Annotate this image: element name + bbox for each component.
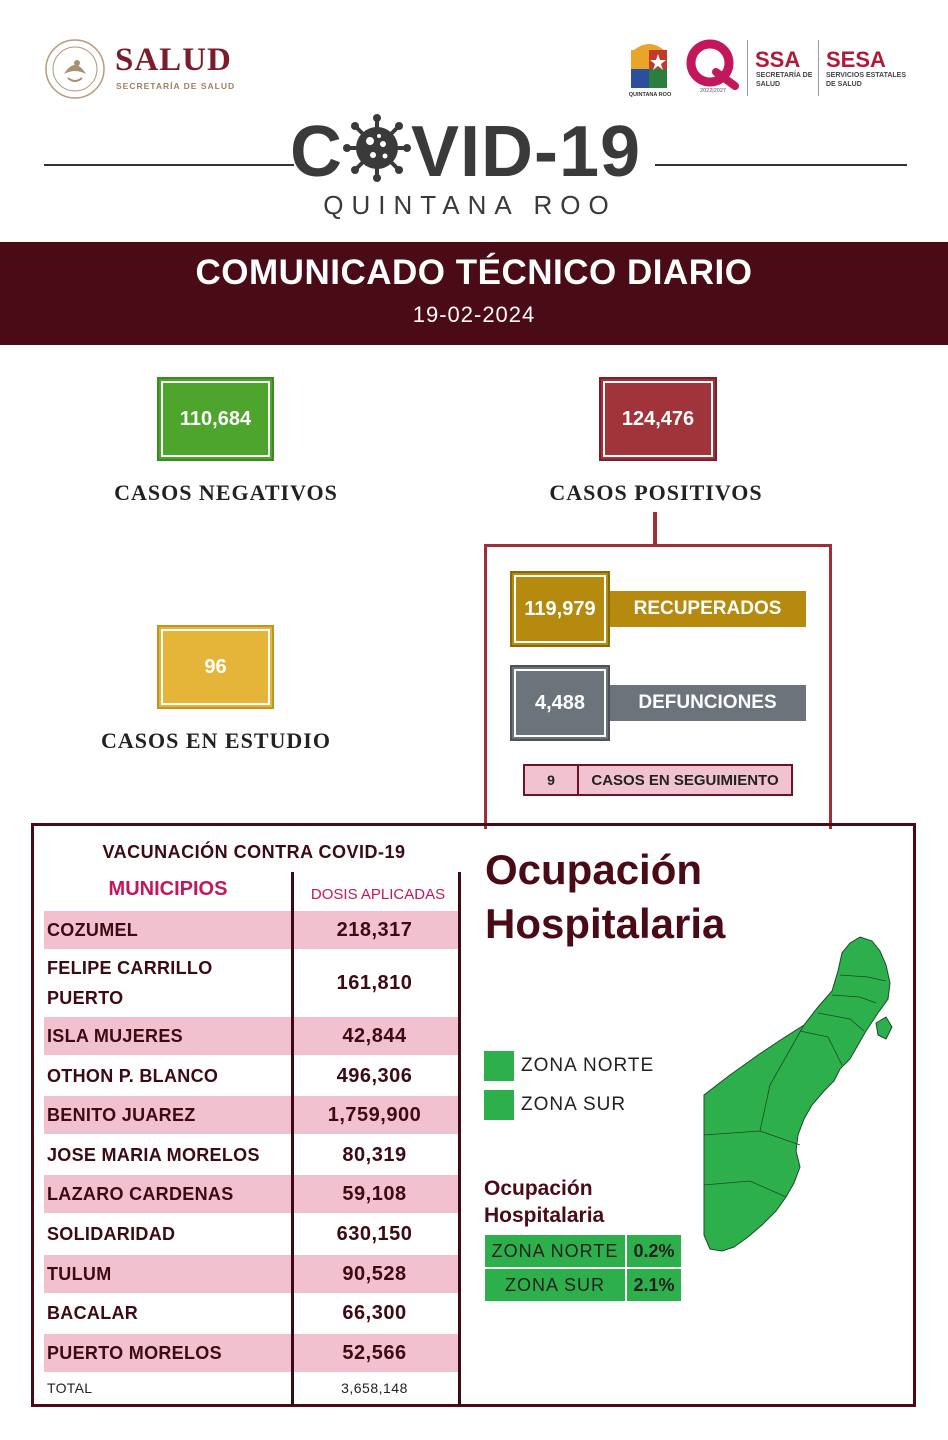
legend-swatch-north xyxy=(484,1051,514,1081)
doses-value: 80,319 xyxy=(342,1143,407,1166)
occupancy-row-north xyxy=(484,1234,682,1268)
report-date: 19-02-2024 xyxy=(412,302,536,327)
municipality-name: BENITO JUAREZ xyxy=(47,1105,196,1125)
doses-value: 1,759,900 xyxy=(327,1103,422,1126)
table-row xyxy=(44,1175,458,1213)
occupancy-percent: 2.1% xyxy=(626,1268,682,1302)
legend-label-north: ZONA NORTE xyxy=(521,1055,655,1076)
covid-title xyxy=(290,112,650,192)
title-rule-left xyxy=(44,164,294,166)
total-label: TOTAL xyxy=(47,1380,93,1396)
hospital-occupancy-title xyxy=(485,843,725,951)
table-row xyxy=(44,1136,458,1174)
doses-header: DOSIS APLICADAS xyxy=(310,886,446,903)
virus-icon xyxy=(343,114,411,182)
municipality-name: TULUM xyxy=(47,1264,112,1284)
q-logo-caption: 2022|2027 xyxy=(700,88,726,94)
municipality-name: COZUMEL xyxy=(47,920,139,940)
doses-value: 59,108 xyxy=(342,1182,407,1205)
table-row xyxy=(44,1096,458,1134)
negative-cases-box: 110,684 xyxy=(157,377,274,461)
occupancy-percent: 0.2% xyxy=(626,1234,682,1268)
total-row xyxy=(44,1374,458,1402)
deaths-label: DEFUNCIONES xyxy=(638,692,777,713)
positive-cases-label: CASOS POSITIVOS xyxy=(549,480,763,505)
table-row xyxy=(44,1057,458,1095)
total-value: 3,658,148 xyxy=(341,1380,408,1396)
region-subtitle: QUINTANA ROO xyxy=(323,190,617,220)
table-row xyxy=(44,1255,458,1293)
recovered-value-box: 119,979 xyxy=(510,571,610,647)
occupancy-row-south xyxy=(484,1268,682,1302)
table-row xyxy=(44,911,458,949)
follow-up-cases-box xyxy=(523,764,793,796)
ssa-logo-subtitle: SECRETARÍA DE SALUD xyxy=(756,72,813,88)
salud-logo-subtitle: SECRETARÍA DE SALUD xyxy=(116,81,236,91)
quintana-roo-shield-icon xyxy=(626,36,672,98)
positive-cases-box: 124,476 xyxy=(599,377,717,461)
table-row xyxy=(44,1334,458,1372)
municipality-name: BACALAR xyxy=(47,1303,139,1323)
doses-value: 161,810 xyxy=(336,971,413,994)
logo-divider xyxy=(818,40,819,96)
doses-value: 218,317 xyxy=(336,918,413,941)
table-row xyxy=(44,1294,458,1332)
occupancy-zone: ZONA NORTE xyxy=(484,1234,626,1268)
sesa-logo-text: SESA xyxy=(826,47,886,72)
occupancy-title-line2: Hospitalaria xyxy=(485,900,726,947)
covid-title-left: C xyxy=(290,112,343,192)
salud-logo-text: SALUD xyxy=(115,42,232,78)
doses-value: 90,528 xyxy=(342,1262,407,1285)
doses-value: 52,566 xyxy=(342,1341,407,1364)
mexico-seal-icon xyxy=(44,38,106,100)
occupancy-subtitle-line1: Ocupación xyxy=(484,1177,593,1200)
negative-cases-label: CASOS NEGATIVOS xyxy=(114,480,338,505)
table-column-divider xyxy=(291,872,294,1405)
cases-in-study-label: CASOS EN ESTUDIO xyxy=(101,728,331,753)
title-rule-right xyxy=(655,164,907,166)
logo-divider xyxy=(747,40,748,96)
municipality-name: SOLIDARIDAD xyxy=(47,1224,176,1244)
positive-connector xyxy=(653,512,657,546)
legend-label-south: ZONA SUR xyxy=(521,1094,627,1115)
doses-value: 42,844 xyxy=(342,1024,407,1047)
municipalities-header: MUNICIPIOS xyxy=(108,878,228,900)
municipality-name: JOSE MARIA MORELOS xyxy=(47,1145,260,1165)
municipality-name: ISLA MUJERES xyxy=(47,1026,183,1046)
table-row xyxy=(44,952,458,1014)
occupancy-table xyxy=(484,1234,682,1302)
ssa-logo-text: SSA xyxy=(755,47,801,72)
deaths-value-box: 4,488 xyxy=(510,665,610,741)
legend-swatch-south xyxy=(484,1090,514,1120)
doses-value: 66,300 xyxy=(342,1301,407,1324)
doses-value: 630,150 xyxy=(336,1222,413,1245)
vaccination-title: VACUNACIÓN CONTRA COVID-19 xyxy=(102,842,406,862)
doses-value: 496,306 xyxy=(336,1064,413,1087)
occupancy-subtitle xyxy=(484,1175,604,1229)
occupancy-zone: ZONA SUR xyxy=(484,1268,626,1302)
table-right-border xyxy=(458,872,461,1405)
occupancy-subtitle-line2: Hospitalaria xyxy=(484,1204,605,1227)
follow-up-cases-value: 9 xyxy=(525,766,579,794)
table-row xyxy=(44,1215,458,1253)
municipality-name: FELIPE CARRILLO PUERTO xyxy=(47,958,213,1008)
table-row xyxy=(44,1017,458,1055)
quintana-roo-caption: QUINTANA ROO xyxy=(628,92,672,98)
municipality-name: LAZARO CARDENAS xyxy=(47,1184,234,1204)
cases-in-study-box: 96 xyxy=(157,625,274,709)
quintana-roo-map-icon xyxy=(700,935,905,1255)
covid-title-right: VID-19 xyxy=(411,112,642,192)
sesa-logo-subtitle: SERVICIOS ESTATALES DE SALUD xyxy=(826,72,906,88)
municipality-name: OTHON P. BLANCO xyxy=(47,1066,219,1086)
municipality-name: PUERTO MORELOS xyxy=(47,1343,222,1363)
recovered-label: RECUPERADOS xyxy=(633,598,782,619)
follow-up-cases-label: CASOS EN SEGUIMIENTO xyxy=(591,771,779,789)
occupancy-title-line1: Ocupación xyxy=(485,846,703,893)
banner-title: COMUNICADO TÉCNICO DIARIO xyxy=(195,253,753,292)
